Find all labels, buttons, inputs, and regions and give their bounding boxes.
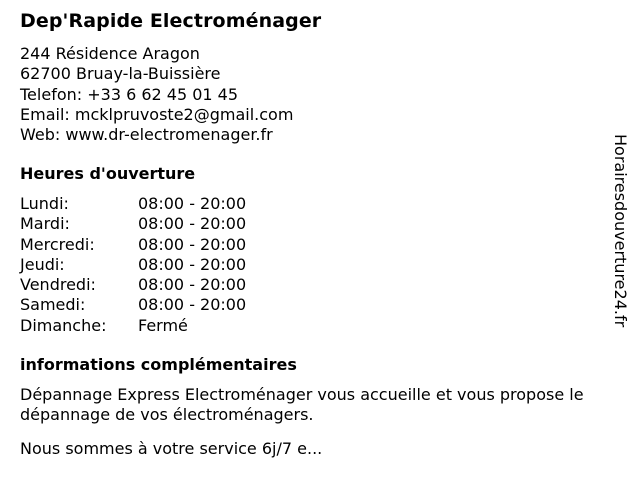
contact-block <box>20 44 293 145</box>
time-value: 08:00 - 20:00 <box>138 295 247 315</box>
day-label: Samedi: <box>20 295 86 315</box>
info-paragraph-2: Nous sommes à votre service 6j/7 e... <box>20 439 323 458</box>
info-heading: informations complémentaires <box>20 355 297 374</box>
day-label: Mercredi: <box>20 234 95 254</box>
address-line-1: 244 Résidence Aragon <box>20 44 200 63</box>
time-value: 08:00 - 20:00 <box>138 275 247 295</box>
day-label: Mardi: <box>20 214 70 234</box>
day-label: Dimanche: <box>20 315 107 335</box>
hours-row-mercredi <box>20 235 246 255</box>
hours-row-dimanche <box>20 316 246 336</box>
time-value: 08:00 - 20:00 <box>138 234 247 254</box>
hours-row-mardi <box>20 214 246 234</box>
hours-row-lundi <box>20 194 246 214</box>
address-line-2: 62700 Bruay-la-Buissière <box>20 64 221 84</box>
day-label: Vendredi: <box>20 275 96 295</box>
web-line: Web: www.dr-electromenager.fr <box>20 125 273 145</box>
email-line: Email: mcklpruvoste2@gmail.com <box>20 104 294 124</box>
time-value: 08:00 - 20:00 <box>138 194 247 213</box>
time-value: 08:00 - 20:00 <box>138 214 247 234</box>
hours-row-vendredi <box>20 275 246 295</box>
time-value: 08:00 - 20:00 <box>138 254 247 274</box>
business-name: Dep'Rapide Electroménager <box>20 10 322 32</box>
hours-heading: Heures d'ouverture <box>20 164 196 183</box>
hours-row-samedi <box>20 295 246 315</box>
info-paragraph-1: Dépannage Express Electroménager vous accueille et vous propose le dépannage de vos électroménagers. <box>20 385 584 425</box>
day-label: Jeudi: <box>20 254 65 274</box>
time-value: Fermé <box>138 315 188 335</box>
hours-row-jeudi <box>20 255 246 275</box>
hours-table <box>20 194 246 336</box>
day-label: Lundi: <box>20 194 69 213</box>
site-watermark: Horairesdouverture24.fr <box>611 134 630 328</box>
phone-line: Telefon: +33 6 62 45 01 45 <box>20 84 239 104</box>
